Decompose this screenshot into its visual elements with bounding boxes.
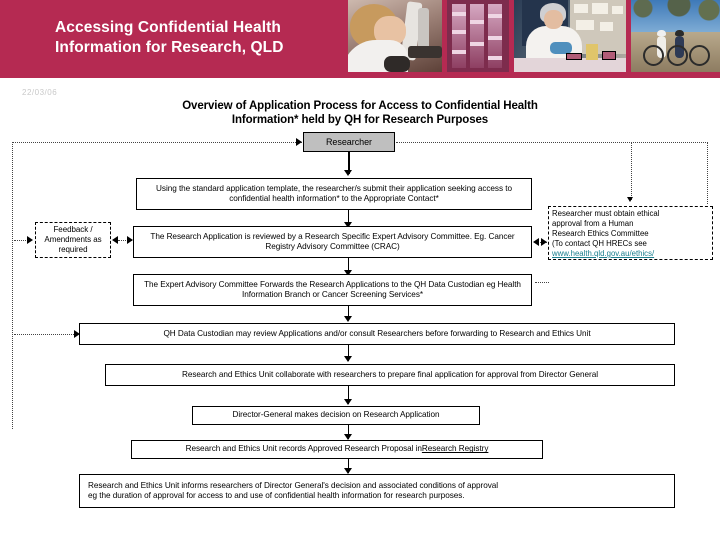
diagram-title — [140, 99, 580, 127]
connector-forward-to-ethics-stub — [535, 282, 549, 283]
arrow-collaborate-to-dg — [344, 399, 352, 405]
ethics-note-line1: Researcher must obtain ethical — [552, 209, 660, 218]
node-ethics-approval-note — [548, 206, 713, 260]
slide-date-stamp: 22/03/06 — [22, 88, 58, 97]
node-forward-to-custodian: The Expert Advisory Committee Forwards the Research Applications to the QH Data Custodian eg Health Information Branch or Cancer Screening Services* — [133, 274, 532, 306]
diagram-title-line1: Overview of Application Process for Access to Confidential Health — [182, 100, 538, 112]
photo-lab-technician — [514, 0, 625, 72]
feedback-loop-top-rail-right — [396, 142, 708, 143]
connector-rail-to-feedback — [14, 240, 28, 241]
inform-line2: eg the duration of approval for access to and use of confidential health information for research purposes. — [88, 491, 465, 500]
feedback-loop-left-rail — [12, 142, 13, 429]
node-collaborate-final-application: Research and Ethics Unit collaborate with researchers to prepare final application for approval from Director General — [105, 364, 675, 386]
page-title-line1: Accessing Confidential Health — [55, 19, 281, 36]
page-title-line2: Information for Research, QLD — [55, 39, 284, 56]
diagram-title-line2: Information* held by QH for Research Purposes — [231, 114, 489, 126]
arrow-expert-to-feedback — [112, 236, 118, 244]
feedback-loop-top-rail-left — [12, 142, 302, 143]
header-photo-strip — [348, 0, 720, 72]
connector-rail-to-ethics — [631, 142, 632, 200]
photo-film-slides — [447, 0, 509, 72]
arrow-rail-to-feedback — [27, 236, 33, 244]
arrow-expert-to-ethics — [541, 238, 547, 246]
connector-rail-to-custodian-review — [14, 334, 76, 335]
arrow-into-researcher — [296, 138, 302, 146]
arrow-researcher-to-submit — [344, 170, 352, 176]
node-submit-application: Using the standard application template, the researcher/s submit their application seeking access to confidential health information* to the Appropriate Contact* — [136, 178, 532, 210]
process-flow-diagram — [0, 84, 720, 514]
ethics-note-line3: Research Ethics Committee — [552, 229, 649, 238]
arrow-custodian-to-collaborate — [344, 356, 352, 362]
photo-microscope-researcher — [348, 0, 442, 72]
ethics-note-line2: approval from a Human — [552, 219, 634, 228]
node-expert-review: The Research Application is reviewed by a Research Specific Expert Advisory Committee. Eg. Cancer Registry Advisory Committee (CRAC) — [133, 226, 532, 258]
title-banner — [0, 0, 720, 78]
arrow-ethics-to-expert — [533, 238, 539, 246]
arrow-rail-to-ethics — [627, 197, 633, 202]
research-registry-link[interactable]: Research Registry — [421, 444, 489, 454]
inform-line1: Research and Ethics Unit informs researchers of Director General's decision and associated conditions of approval — [88, 480, 499, 490]
arrow-forward-to-custodian-review — [344, 316, 352, 322]
node-custodian-review: QH Data Custodian may review Applications and/or consult Researchers before forwarding to Research and Ethics Unit — [79, 323, 675, 345]
node-feedback-amendments: Feedback / Amendments as required — [35, 222, 111, 258]
feedback-loop-right-rail — [707, 142, 708, 204]
node-inform-researchers — [79, 474, 675, 508]
page-title — [55, 18, 345, 58]
node-researcher: Researcher — [303, 132, 395, 152]
ethics-hrec-link[interactable]: www.health.qld.gov.au/ethics/ — [552, 249, 655, 258]
registry-text-prefix: Research and Ethics Unit records Approved Research Proposal in — [185, 444, 422, 454]
ethics-note-line4: (To contact QH HRECs see — [552, 239, 647, 248]
node-record-research-registry — [131, 440, 543, 459]
photo-cyclists — [631, 0, 720, 72]
node-dg-decision: Director-General makes decision on Research Application — [192, 406, 480, 425]
